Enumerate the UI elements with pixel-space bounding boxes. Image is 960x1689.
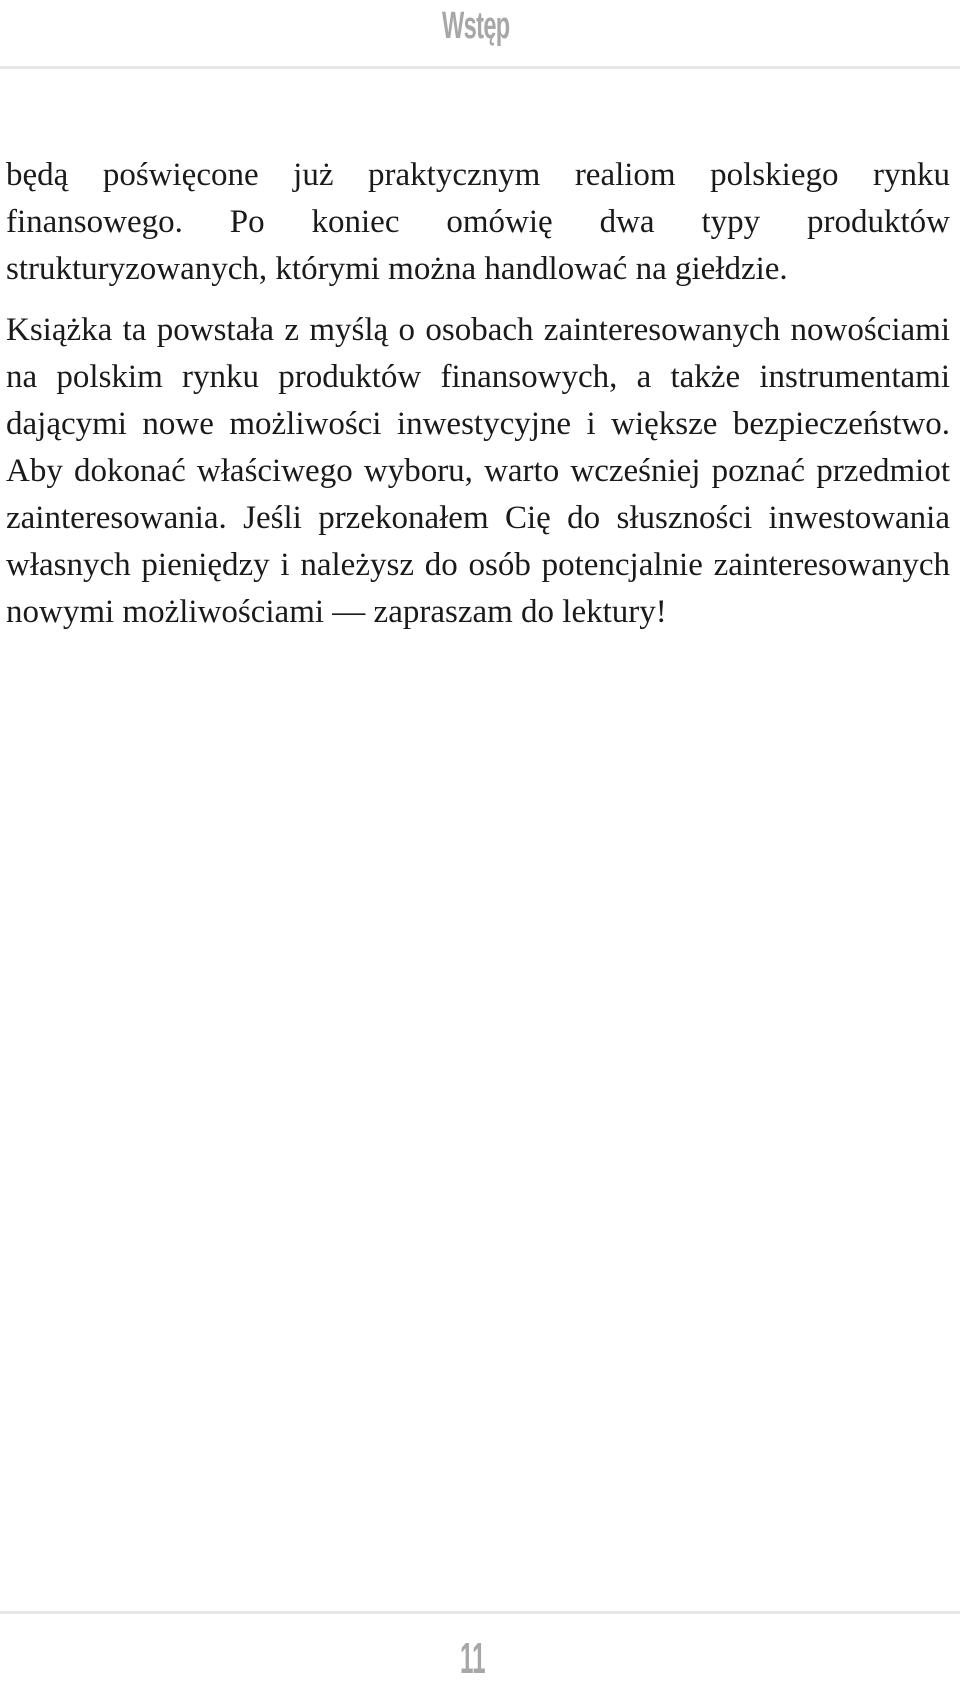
paragraph-invitation: Książka ta powstała z myślą o osobach zainteresowanych nowościami na polskim rynku produktów finansowych, a także instrumentami dającymi nowe możliwości inwestycyjne i większe bezpieczeństwo. Aby dokonać właściwego wyboru, warto wcześniej poznać przedmiot zainteresowania. Jeśli przekonałem Cię do słuszności inwestowania własnych pieniędzy i należysz do osób potencjalnie zainteresowanych nowymi możliwościami — zapraszam do lektury! — [6, 312, 950, 630]
chapter-title: Wstęp — [442, 5, 510, 47]
page-number: 11 — [460, 1634, 486, 1683]
header-divider — [0, 66, 960, 69]
footer-divider — [0, 1611, 960, 1614]
running-header — [0, 0, 960, 70]
paragraph-continuation: będą poświęcone już praktycznym realiom polskiego rynku finansowego. Po koniec omówię dwa typy produktów strukturyzowanych, którymi można handlować na giełdzie. — [6, 157, 950, 287]
body-text — [6, 152, 950, 636]
